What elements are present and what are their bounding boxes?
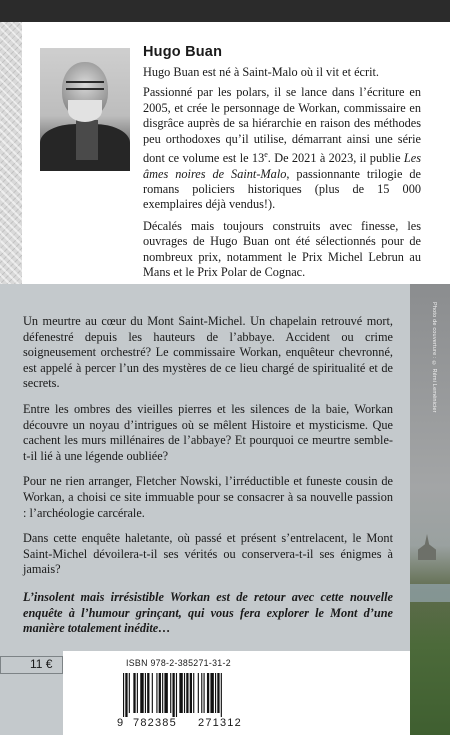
summary-paragraph: Entre les ombres des vieilles pierres et les silences de la baie, Workan découvre un noyau d’intrigues où se mêlent Histoire et mysticisme. Que cachent les murs millénaires de l’abbaye? Et pourquoi ce meurtre semble-t-il lié à une légende oubliée? <box>23 401 393 463</box>
barcode-bar <box>129 673 130 713</box>
barcode <box>123 673 261 717</box>
cover-photo-strip <box>410 284 450 735</box>
author-photo <box>40 48 130 171</box>
author-bio <box>143 65 421 286</box>
book-summary <box>23 314 393 647</box>
barcode-bar <box>184 673 185 713</box>
barcode-bar <box>190 673 192 713</box>
barcode-bar <box>207 673 209 713</box>
barcode-bar <box>164 673 167 713</box>
photo-beard <box>68 100 102 122</box>
author-bio-paragraph: Décalés mais toujours construits avec finesse, les ouvrages de Hugo Buan ont été sélectionnés pour de nombreux prix, notamment le Prix Michel Lebrun au Mans et le Prix Polar de Cognac. <box>143 218 421 279</box>
barcode-bar <box>204 673 205 713</box>
barcode-bar <box>140 673 143 713</box>
ordinal-suffix: e <box>264 150 268 160</box>
barcode-bar <box>221 673 222 717</box>
barcode-bar <box>176 673 177 717</box>
decorative-pattern-strip <box>0 22 22 284</box>
barcode-bar <box>147 673 149 713</box>
top-dark-band <box>0 0 450 22</box>
photo-credit: Photo de couverture : © Rémi Leménicier <box>431 302 437 413</box>
photo-scarf <box>76 120 98 160</box>
barcode-bar <box>123 673 124 717</box>
barcode-bar <box>179 673 182 713</box>
barcode-bar <box>125 673 127 717</box>
barcode-bar <box>137 673 138 713</box>
price: 11 € <box>30 657 53 671</box>
barcode-bar <box>170 673 171 713</box>
barcode-bar <box>159 673 161 713</box>
barcode-bar <box>217 673 219 713</box>
summary-paragraph: Un meurtre au cœur du Mont Saint-Michel. Un chapelain retrouvé mort, défenestré depuis les hauteurs de l’abbaye. Accident ou crime soigneusement orchestré? Le commissaire Workan, enquêteur chevronné, est appelé à percer l’un des mystères de ce lieu chargé de spiritualité et de secrets. <box>23 314 393 391</box>
author-name: Hugo Buan <box>143 44 223 60</box>
barcode-bar <box>193 673 194 713</box>
barcode-group-2: 271312 <box>198 717 242 729</box>
book-title: Les âmes noires de Saint-Malo <box>143 151 421 181</box>
barcode-group-1: 782385 <box>133 717 177 729</box>
barcode-bar <box>210 673 213 713</box>
barcode-bar <box>215 673 216 713</box>
photo-glasses <box>66 81 104 90</box>
author-bio-text: . De 2021 à 2023, il publie <box>267 151 404 166</box>
barcode-bar <box>162 673 163 713</box>
abbey-silhouette <box>418 534 436 560</box>
author-bio-paragraph: Hugo Buan est né à Saint-Malo où il vit et écrit. <box>143 65 379 79</box>
summary-paragraph: Dans cette enquête haletante, où passé et présent s’entrelacent, le Mont Saint-Michel dévoilera-t-il ses vérités ou conservera-t-il ses énigmes à jamais? <box>23 531 393 577</box>
barcode-bar <box>145 673 146 713</box>
barcode-bar <box>133 673 135 713</box>
barcode-bar <box>201 673 202 713</box>
barcode-bar <box>156 673 157 713</box>
barcode-bar <box>152 673 153 713</box>
barcode-lead-digit: 9 <box>117 717 125 729</box>
author-bio-paragraph <box>143 85 421 212</box>
author-bio-text: , passionnante trilogie de romans policiers historiques (plus de 15 000 exemplaires déjà vendus!). <box>143 166 421 212</box>
author-bio-text: Passionné par les polars, il se lance dans l’écriture en 2005, et crée le personnage de Workan, commissaire en disgrâce auprès de sa hiérarchie en raison des méthodes peu orthodoxes qu’il utilise, démarrant ainsi une série dont ce volume est le 13 <box>143 85 421 166</box>
summary-tagline: L’insolent mais irrésistible Workan est de retour avec cette nouvelle enquête à l’humour grinçant, qui vous fera explorer le Mont d’une manière totalement inédite… <box>23 589 393 636</box>
isbn-label: ISBN 978-2-385271-31-2 <box>126 658 231 668</box>
barcode-bar <box>186 673 188 713</box>
barcode-bar <box>172 673 174 717</box>
barcode-bar <box>198 673 199 713</box>
bay-water <box>410 584 450 602</box>
summary-paragraph: Pour ne rien arranger, Fletcher Nowski, l’irréductible et funeste cousin de Workan, a choisi ce site immuable pour se consacrer à sa nouvelle passion : l’archéologie carcérale. <box>23 474 393 520</box>
